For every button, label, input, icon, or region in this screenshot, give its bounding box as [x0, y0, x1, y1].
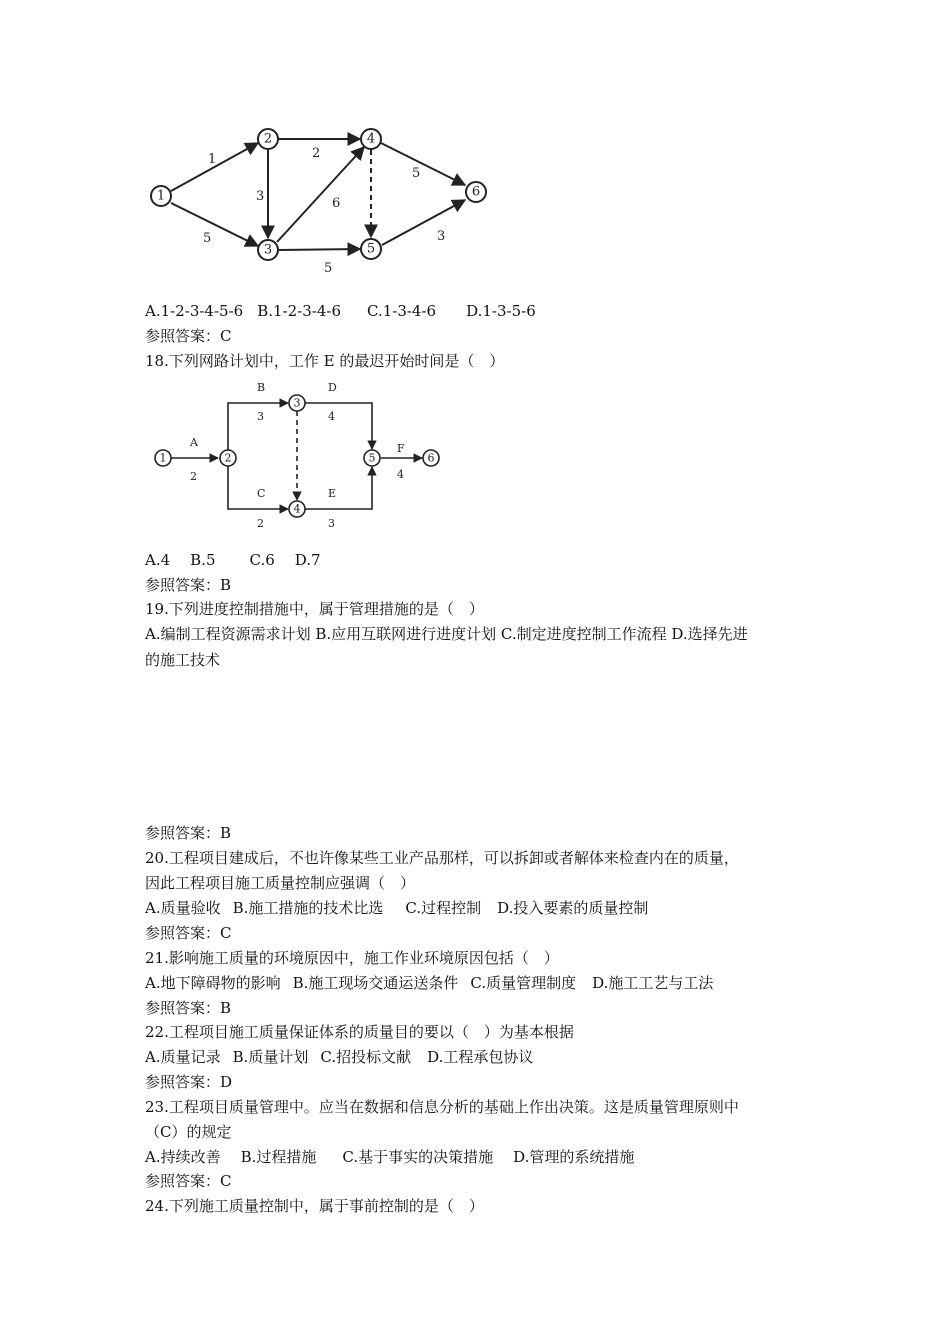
node-5 — [364, 450, 380, 466]
label-F: F — [397, 442, 405, 455]
q24-question: 24.下列施工质量控制中，属于事前控制的是（ ） — [145, 1197, 484, 1215]
q22-option-a: A.质量记录 — [145, 1048, 221, 1066]
svg-text:4: 4 — [293, 502, 301, 516]
label-D-duration: 4 — [328, 410, 335, 423]
q22-option-b: B.质量计划 — [232, 1048, 309, 1066]
q21-option-d: D.施工工艺与工法 — [592, 974, 714, 992]
q21-option-b: B.施工现场交通运送条件 — [292, 974, 459, 992]
label-B-duration: 3 — [257, 410, 264, 423]
q20-options — [145, 898, 666, 918]
q21-answer: 参照答案：B — [145, 999, 232, 1017]
q23-options — [145, 1147, 652, 1167]
q18-options — [145, 550, 339, 570]
label-F-duration: 4 — [397, 468, 404, 481]
label-A: A — [190, 436, 198, 449]
node-4 — [289, 501, 305, 517]
q21-options — [145, 973, 731, 993]
node-4 — [361, 129, 381, 149]
q22-option-c: C.招投标文献 — [320, 1048, 412, 1066]
svg-text:5: 5 — [368, 451, 376, 465]
q23-option-a: A.持续改善 — [145, 1148, 221, 1166]
svg-text:1: 1 — [156, 188, 166, 204]
q20-option-b: B.施工措施的技术比选 — [232, 899, 384, 917]
q23-option-b: B.过程措施 — [240, 1148, 317, 1166]
q21-option-a: A.地下障碍物的影响 — [145, 974, 281, 992]
label-5-6: 3 — [437, 229, 446, 244]
node-1 — [151, 186, 171, 206]
edge-1-3 — [171, 203, 258, 246]
q18-answer: 参照答案：B — [145, 576, 232, 594]
node-2 — [220, 450, 236, 466]
q18-option-a: A.4 — [145, 551, 171, 569]
label-1-2: 1 — [208, 152, 217, 167]
edge-1-2 — [171, 143, 258, 191]
label-4-6: 5 — [412, 166, 421, 181]
q23-answer: 参照答案：C — [145, 1172, 232, 1190]
q18-option-d: D.7 — [294, 551, 321, 569]
label-E-duration: 3 — [328, 517, 335, 530]
q20-question-line-1: 20.工程项目建成后，不也许像某些工业产品那样，可以拆卸或者解体来检查内在的质量， — [145, 849, 739, 867]
label-2-4: 2 — [312, 146, 321, 161]
svg-text:2: 2 — [224, 451, 232, 465]
q20-option-c: C.过程控制 — [405, 899, 482, 917]
svg-text:4: 4 — [366, 131, 376, 147]
edge-4-6 — [381, 143, 465, 185]
q17-answer: 参照答案：C — [145, 327, 232, 345]
q23-question-line-2: （C）的规定 — [145, 1123, 232, 1141]
node-2 — [258, 129, 278, 149]
label-3-5: 5 — [324, 261, 333, 276]
node-3 — [258, 240, 278, 260]
q19-options-line-1: A.编制工程资源需求计划 B.应用互联网进行进度计划 C.制定进度控制工作流程 D.选择先进 — [145, 625, 748, 643]
edge-3-4 — [277, 147, 364, 242]
q19-question: 19.下列进度控制措施中，属于管理措施的是（ ） — [145, 600, 484, 618]
svg-text:2: 2 — [263, 131, 273, 147]
label-2-3: 3 — [256, 189, 265, 204]
q17-option-c: C.1-3-4-6 — [367, 302, 437, 320]
network-diagram-2 — [140, 375, 460, 535]
edge-3-5 — [279, 249, 360, 250]
q21-option-c: C.质量管理制度 — [470, 974, 577, 992]
q20-answer: 参照答案：C — [145, 924, 232, 942]
svg-text:3: 3 — [293, 396, 301, 410]
label-A-duration: 2 — [190, 470, 197, 483]
q19-options-line-2: 的施工技术 — [145, 651, 221, 669]
label-C: C — [257, 487, 266, 500]
label-3-4: 6 — [332, 196, 341, 211]
network-diagram-1 — [140, 120, 500, 280]
q23-question-line-1: 23.工程项目质量管理中。应当在数据和信息分析的基础上作出决策。这是质量管理原则中 — [145, 1098, 739, 1116]
q23-option-d: D.管理的系统措施 — [513, 1148, 635, 1166]
q21-question: 21.影响施工质量的环境原因中，施工作业环境原因包括（ ） — [145, 949, 559, 967]
q17-options — [145, 301, 554, 321]
label-D: D — [328, 381, 337, 394]
label-1-3: 5 — [203, 231, 212, 246]
label-E: E — [328, 487, 337, 500]
q18-question: 18.下列网路计划中，工作 E 的最迟开始时间是（ ） — [145, 352, 505, 370]
node-6 — [423, 450, 439, 466]
edge-D — [305, 403, 372, 449]
svg-text:6: 6 — [471, 184, 481, 200]
svg-text:6: 6 — [427, 451, 435, 465]
q20-option-a: A.质量验收 — [145, 899, 221, 917]
q20-question-line-2: 因此工程项目施工质量控制应强调（ ） — [145, 874, 416, 892]
node-1 — [155, 450, 171, 466]
q22-answer: 参照答案：D — [145, 1073, 233, 1091]
q18-option-c: C.6 — [249, 551, 275, 569]
q19-answer: 参照答案：B — [145, 824, 232, 842]
q17-option-b: B.1-2-3-4-6 — [257, 302, 341, 320]
svg-text:1: 1 — [159, 451, 167, 465]
q18-option-b: B.5 — [190, 551, 216, 569]
node-5 — [361, 239, 381, 259]
edge-5-6 — [382, 200, 465, 245]
label-B: B — [257, 381, 266, 394]
node-3 — [289, 395, 305, 411]
q20-option-d: D.投入要素的质量控制 — [497, 899, 649, 917]
svg-text:5: 5 — [366, 241, 376, 257]
q22-option-d: D.工程承包协议 — [427, 1048, 534, 1066]
q17-option-a: A.1-2-3-4-5-6 — [145, 302, 244, 320]
q23-option-c: C.基于事实的决策措施 — [342, 1148, 494, 1166]
q22-question: 22.工程项目施工质量保证体系的质量目的要以（ ）为基本根据 — [145, 1023, 574, 1041]
q17-option-d: D.1-3-5-6 — [466, 302, 536, 320]
svg-text:3: 3 — [263, 242, 273, 258]
edge-E — [305, 467, 372, 509]
q22-options — [145, 1047, 551, 1067]
node-6 — [466, 182, 486, 202]
label-C-duration: 2 — [257, 517, 264, 530]
